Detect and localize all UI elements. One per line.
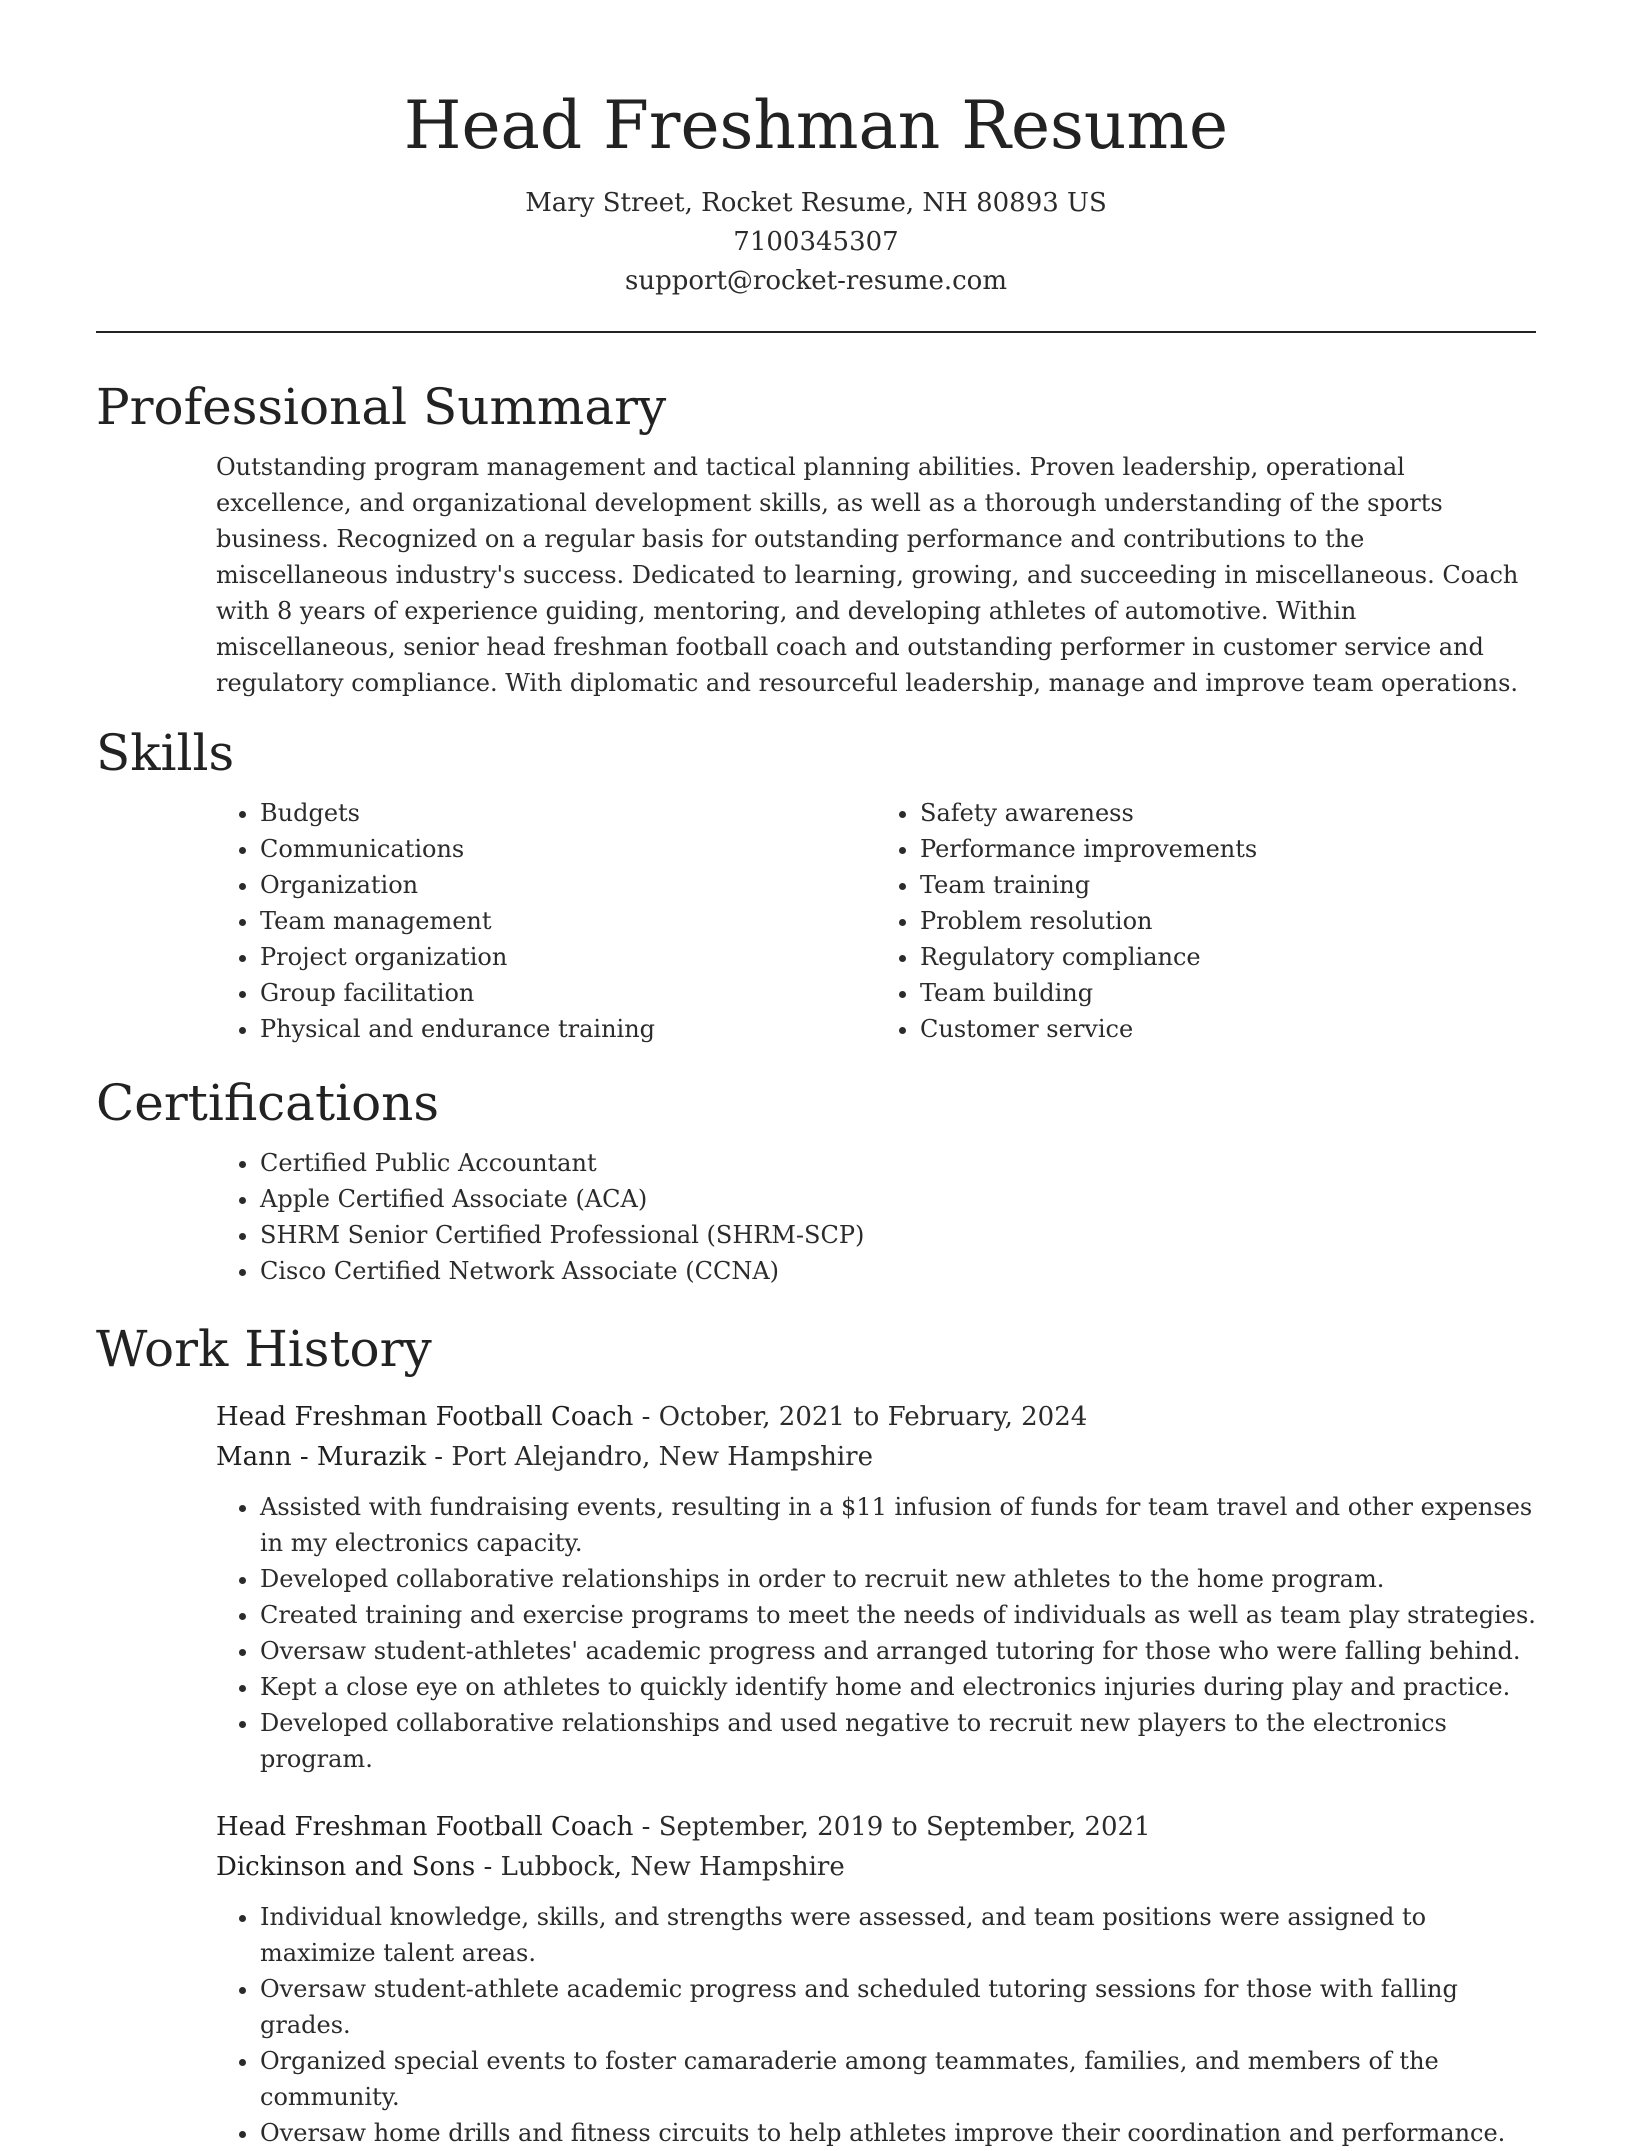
skill-item: • Customer service — [920, 1011, 1536, 1047]
resume-header — [96, 0, 1536, 301]
work-history-heading: Work History — [96, 1320, 432, 1378]
page-title: Head Freshman Resume — [403, 87, 1229, 164]
summary-heading: Professional Summary — [96, 378, 667, 436]
job-company-line — [216, 1437, 1536, 1477]
skill-item: • Performance improvements — [920, 831, 1536, 867]
job-company: Dickinson and Sons — [216, 1852, 476, 1882]
job-duty-item: • Developed collaborative relationships and used negative to recruit new players to the electronics program. — [260, 1705, 1536, 1777]
job-entry — [216, 1397, 1536, 1777]
contact-phone: 7100345307 — [733, 227, 899, 257]
job-duty-item: • Individual knowledge, skills, and strengths were assessed, and team positions were assigned to maximize talent areas. — [260, 1899, 1536, 1971]
certification-item: • SHRM Senior Certified Professional (SHRM-SCP) — [260, 1217, 1536, 1253]
job-title: Head Freshman Football Coach — [216, 1402, 634, 1432]
contact-email: support@rocket-resume.com — [624, 266, 1007, 296]
skills-column-right — [876, 795, 1536, 1047]
job-entry — [216, 1807, 1536, 2151]
job-duties-list — [260, 1899, 1536, 2151]
job-duty-item: • Organized special events to foster camaraderie among teammates, families, and members of the community. — [260, 2043, 1536, 2115]
job-duty-item: • Oversaw student-athletes' academic progress and arranged tutoring for those who were falling behind. — [260, 1633, 1536, 1669]
job-title-line — [216, 1807, 1536, 1847]
skill-item: • Communications — [260, 831, 876, 867]
job-duty-item: • Created training and exercise programs to meet the needs of individuals as well as team play strategies. — [260, 1597, 1536, 1633]
skill-item: • Team building — [920, 975, 1536, 1011]
job-duty-item: • Assisted with fundraising events, resulting in a $11 infusion of funds for team travel and other expenses in my electronics capacity. — [260, 1489, 1536, 1561]
job-dates: October, 2021 to February, 2024 — [658, 1402, 1088, 1432]
skill-item: • Group facilitation — [260, 975, 876, 1011]
job-location: Lubbock, New Hampshire — [500, 1852, 845, 1882]
certifications-heading: Certifications — [96, 1074, 440, 1132]
certification-item: • Cisco Certified Network Associate (CCNA) — [260, 1253, 1536, 1289]
job-duty-item: • Oversaw home drills and fitness circuits to help athletes improve their coordination and performance. — [260, 2115, 1536, 2151]
summary-text: Outstanding program management and tactical planning abilities. Proven leadership, operational excellence, and organizational development skills, as well as a thorough understanding of the sports business. Recognized on a regular basis for outstanding performance and contributions to the miscellaneous industry's success. Dedicated to learning, growing, and succeeding in miscellaneous. Coach with 8 years of experience guiding, mentoring, and developing athletes of automotive. Within miscellaneous, senior head freshman football coach and outstanding performer in customer service and regulatory compliance. With diplomatic and resourceful leadership, manage and improve team operations. — [216, 453, 1519, 697]
skill-item: • Team management — [260, 903, 876, 939]
job-duty-item: • Oversaw student-athlete academic progress and scheduled tutoring sessions for those with falling grades. — [260, 1971, 1536, 2043]
job-duties-list — [260, 1489, 1536, 1777]
job-company: Mann - Murazik — [216, 1442, 426, 1472]
contact-block — [96, 184, 1536, 301]
skill-item: • Regulatory compliance — [920, 939, 1536, 975]
certification-item: • Certified Public Accountant — [260, 1145, 1536, 1181]
job-title-line — [216, 1397, 1536, 1437]
skill-item: • Organization — [260, 867, 876, 903]
job-duty-item: • Kept a close eye on athletes to quickly identify home and electronics injuries during play and practice. — [260, 1669, 1536, 1705]
skill-item: • Problem resolution — [920, 903, 1536, 939]
skills-heading: Skills — [96, 724, 235, 782]
separator: - — [475, 1852, 501, 1882]
job-duty-item: • Developed collaborative relationships in order to recruit new athletes to the home program. — [260, 1561, 1536, 1597]
contact-address: Mary Street, Rocket Resume, NH 80893 US — [525, 188, 1107, 218]
job-title: Head Freshman Football Coach — [216, 1812, 634, 1842]
skill-item: • Budgets — [260, 795, 876, 831]
certification-item: • Apple Certified Associate (ACA) — [260, 1181, 1536, 1217]
job-location: Port Alejandro, New Hampshire — [451, 1442, 873, 1472]
skill-item: • Project organization — [260, 939, 876, 975]
skill-item: • Safety awareness — [920, 795, 1536, 831]
separator: - — [633, 1402, 659, 1432]
resume-page — [96, 0, 1536, 2151]
header-divider — [96, 331, 1536, 333]
skill-item: • Physical and endurance training — [260, 1011, 876, 1047]
certifications-list — [260, 1145, 1536, 1289]
job-dates: September, 2019 to September, 2021 — [658, 1812, 1151, 1842]
separator: - — [633, 1812, 659, 1842]
skills-list — [216, 795, 1536, 1047]
job-company-line — [216, 1847, 1536, 1887]
separator: - — [426, 1442, 452, 1472]
skill-item: • Team training — [920, 867, 1536, 903]
skills-column-left — [216, 795, 876, 1047]
